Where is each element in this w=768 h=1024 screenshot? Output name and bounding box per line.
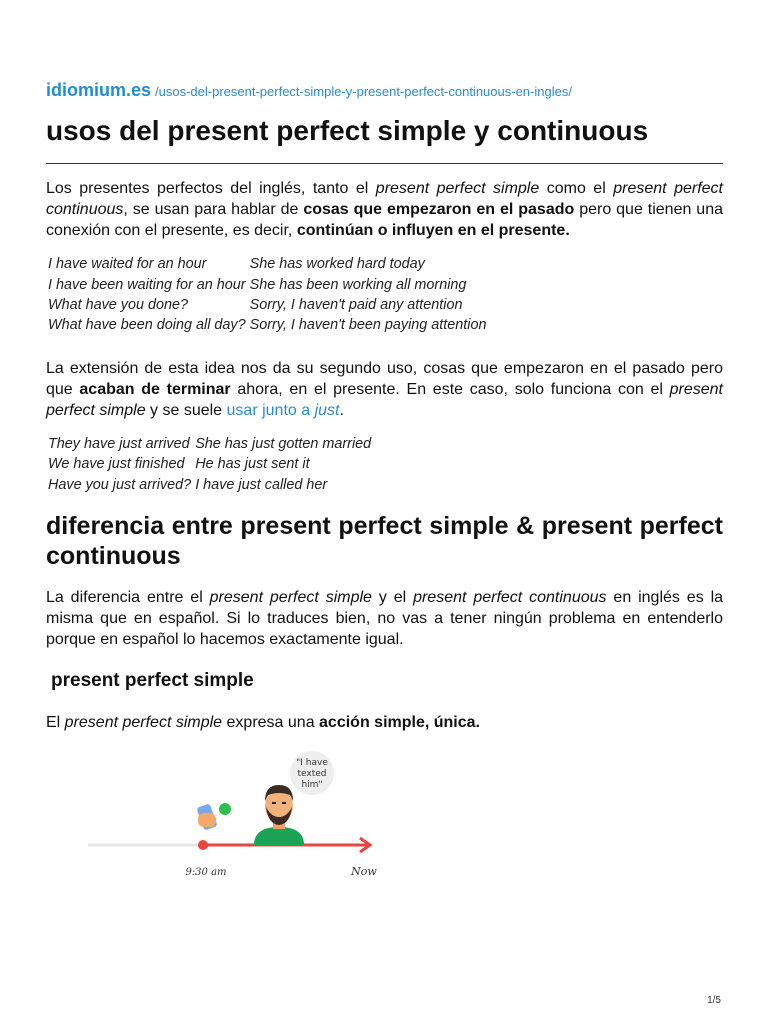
man-avatar-icon [254, 785, 304, 845]
speech-bubble [290, 751, 334, 795]
phone-hand-icon [196, 803, 231, 831]
page-number: 1/5 [707, 995, 721, 1006]
label-start-time: 9:30 am [185, 866, 227, 878]
label-now: Now [351, 864, 377, 878]
svg-text:him": him" [301, 779, 323, 790]
table-row: I have waited for an hour She has worked hard today [48, 256, 425, 273]
difference-paragraph: La diferencia entre el present perfect simple y el present perfect continuous en inglés es la misma que en español. Si lo traduces bien, no vas a tener ningún problema en entenderlo porque en español lo hacemos exactamente igual. [46, 588, 724, 648]
table-row: I have been waiting for an hour She has been working all morning [48, 276, 467, 293]
table-row: What have been doing all day? Sorry, I haven't been paying attention [48, 317, 487, 334]
subheading-present-perfect-simple: present perfect simple [51, 669, 254, 691]
just-link[interactable]: usar junto a just [226, 401, 340, 419]
source-path-link[interactable]: /usos-del-present-perfect-simple-y-present-perfect-continuous-en-ingles/ [155, 84, 572, 99]
title-divider [46, 163, 723, 164]
second-use-paragraph: La extensión de esta idea nos da su segundo uso, cosas que empezaron en el pasado pero que acaban de terminar ahora, en el presente. En este caso, solo funciona con el present perfect simple y se suele usar junto a just. [46, 359, 723, 419]
examples-table-1 [46, 256, 489, 338]
start-point [198, 840, 208, 850]
section-heading-difference: diferencia entre present perfect simple & present perfect continuous [46, 511, 723, 570]
svg-text:texted: texted [297, 768, 327, 779]
table-row: We have just finished He has just sent it [48, 456, 310, 473]
intro-paragraph: Los presentes perfectos del inglés, tanto el present perfect simple como el present perfect continuous, se usan para hablar de cosas que empezaron en el pasado pero que tienen una conexión con el presente, es decir, continúan o influyen en el presente. [46, 180, 724, 240]
examples-table-2 [46, 436, 373, 497]
table-row: Have you just arrived? I have just called her [48, 476, 328, 493]
timeline-illustration [82, 751, 422, 891]
document-page [46, 80, 723, 891]
table-row: What have you done? Sorry, I haven't paid any attention [48, 296, 463, 313]
source-line [46, 80, 723, 101]
page-title: usos del present perfect simple y continuous [46, 115, 649, 146]
svg-text:"I have: "I have [296, 757, 328, 768]
simple-definition-paragraph: El present perfect simple expresa una acción simple, única. [46, 713, 480, 731]
site-link[interactable]: idiomium.es [46, 80, 152, 100]
table-row: They have just arrived She has just gotten married [48, 435, 372, 452]
